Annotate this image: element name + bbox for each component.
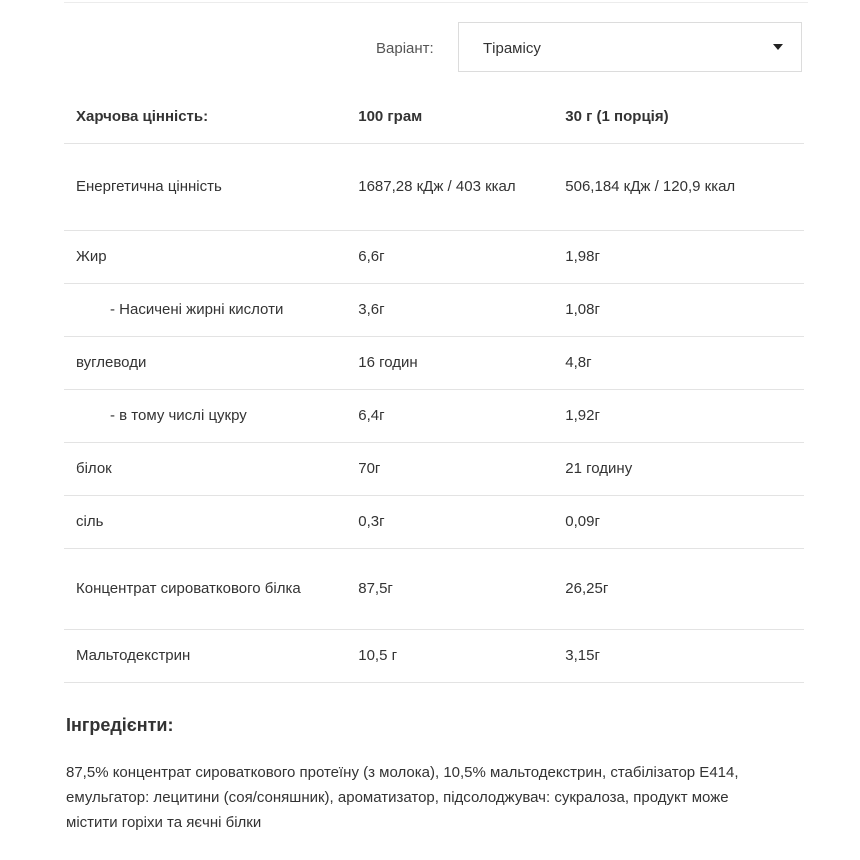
row-per-serving: 1,98г	[553, 231, 804, 284]
ingredients-title: Інгредієнти:	[66, 715, 174, 735]
table-row	[64, 496, 804, 549]
row-per-serving: 21 годину	[553, 443, 804, 496]
table-row	[64, 337, 804, 390]
variant-label: Варіант:	[376, 40, 434, 57]
variant-selected-value: Тірамісу	[483, 40, 541, 57]
row-name: - в тому числі цукру	[64, 390, 346, 443]
row-per100: 6,6г	[346, 231, 553, 284]
row-per100: 3,6г	[346, 284, 553, 337]
row-per100: 0,3г	[346, 496, 553, 549]
header-per-100g: 100 грам	[346, 91, 553, 144]
row-name: сіль	[64, 496, 346, 549]
table-row	[64, 443, 804, 496]
table-row	[64, 549, 804, 630]
table-row	[64, 390, 804, 443]
ingredients-text: 87,5% концентрат сироваткового протеїну (з молока), 10,5% мальтодекстрин, стабілізатор E414, емульгатор: лецитини (соя/соняшник), ароматизатор, підсолоджувач: сукралоза, продукт може містити горіхи та яєчні білки	[66, 764, 739, 831]
row-name: Концентрат сироваткового білка	[64, 549, 346, 630]
row-name: білок	[64, 443, 346, 496]
row-per100: 70г	[346, 443, 553, 496]
row-per100: 1687,28 кДж / 403 ккал	[346, 144, 553, 231]
table-row	[64, 231, 804, 284]
row-per100: 87,5г	[346, 549, 553, 630]
row-per100: 16 годин	[346, 337, 553, 390]
row-name: Жир	[64, 231, 346, 284]
variant-select[interactable]	[458, 22, 802, 72]
caret-down-icon	[773, 44, 783, 50]
row-per-serving: 4,8г	[553, 337, 804, 390]
row-per-serving: 1,92г	[553, 390, 804, 443]
header-per-serving: 30 г (1 порція)	[553, 91, 804, 144]
row-name: вуглеводи	[64, 337, 346, 390]
table-row	[64, 630, 804, 683]
table-row	[64, 144, 804, 231]
table-row	[64, 284, 804, 337]
top-divider	[64, 2, 808, 3]
row-per100: 6,4г	[346, 390, 553, 443]
row-per-serving: 3,15г	[553, 630, 804, 683]
row-name: - Насичені жирні кислоти	[64, 284, 346, 337]
row-name: Енергетична цінність	[64, 144, 346, 231]
nutrition-table	[64, 91, 804, 683]
row-per-serving: 506,184 кДж / 120,9 ккал	[553, 144, 804, 231]
variant-row	[0, 22, 860, 74]
row-per-serving: 1,08г	[553, 284, 804, 337]
row-per100: 10,5 г	[346, 630, 553, 683]
header-nutrition: Харчова цінність:	[64, 91, 346, 144]
row-per-serving: 0,09г	[553, 496, 804, 549]
row-name: Мальтодекстрин	[64, 630, 346, 683]
table-header-row	[64, 91, 804, 144]
row-per-serving: 26,25г	[553, 549, 804, 630]
